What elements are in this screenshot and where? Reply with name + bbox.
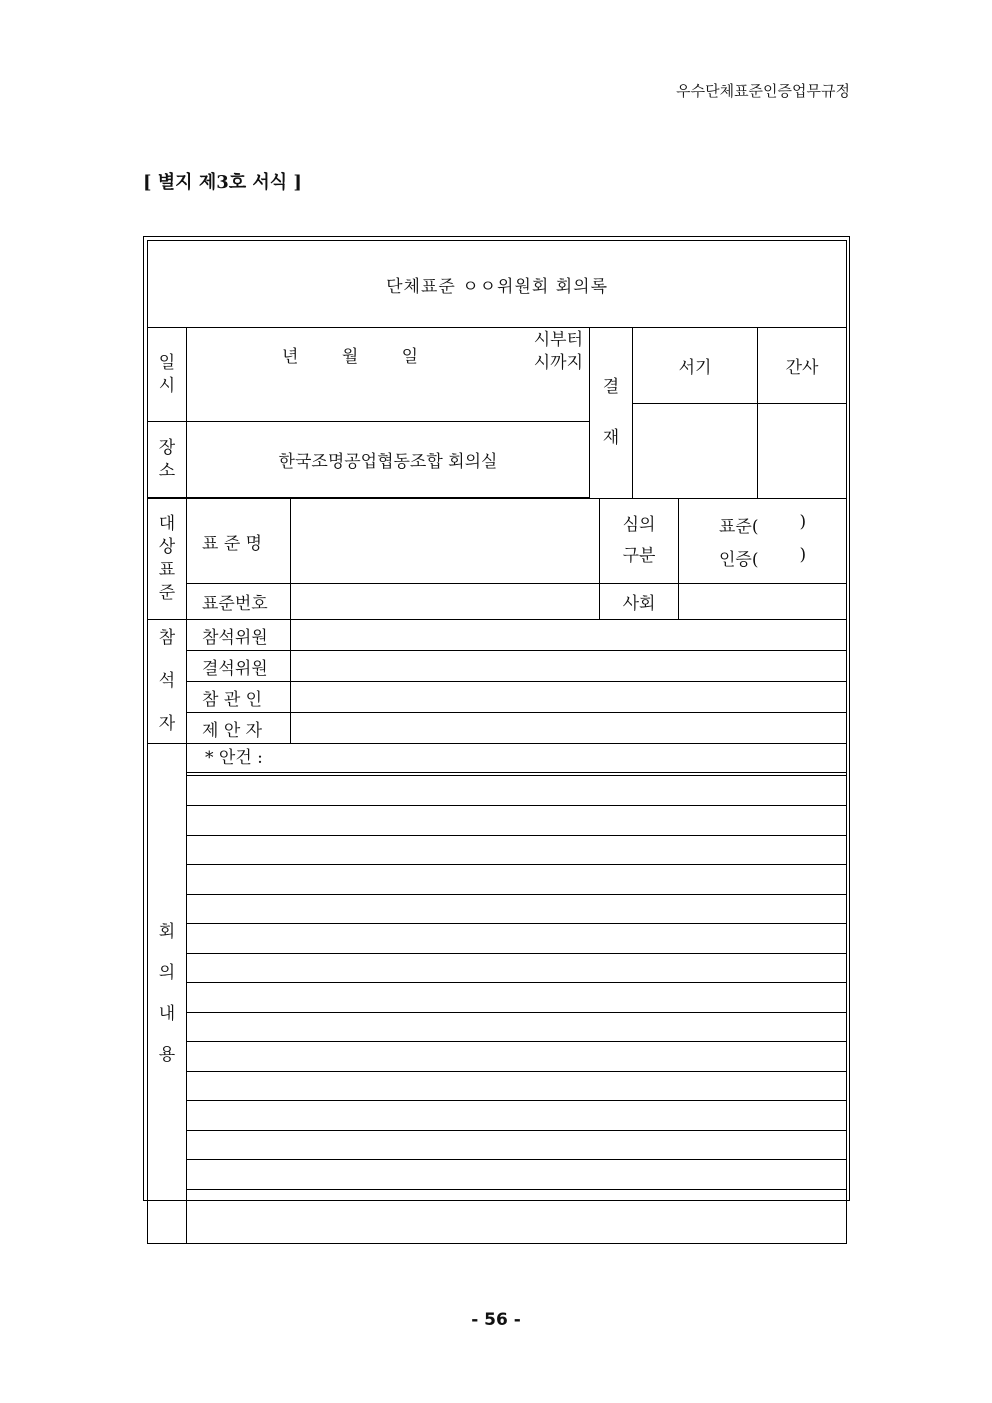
- chair-input[interactable]: [679, 584, 847, 620]
- content-line[interactable]: [187, 775, 846, 806]
- content-line[interactable]: [187, 1072, 846, 1102]
- agenda-line: * 안건 :: [187, 744, 846, 773]
- standard-number-input[interactable]: [291, 584, 600, 620]
- meeting-content-area[interactable]: [187, 744, 847, 1244]
- form-label: [ 별지 제3호 서식 ]: [143, 172, 302, 193]
- absent-members-input[interactable]: [291, 651, 847, 682]
- content-line[interactable]: [187, 1160, 846, 1190]
- content-line[interactable]: [187, 1131, 846, 1161]
- attend-members-input[interactable]: [291, 620, 847, 651]
- content-line[interactable]: [187, 1190, 846, 1220]
- proposers-label: 제 안 자: [187, 713, 291, 744]
- content-line[interactable]: [187, 983, 846, 1013]
- approver-clerk: 서기: [633, 328, 758, 404]
- approval-label: 결 재: [590, 328, 633, 499]
- approver-secretary: 간사: [758, 328, 847, 404]
- content-line[interactable]: [187, 1042, 846, 1072]
- standard-number-label: 표준번호: [187, 584, 291, 620]
- sign-secretary[interactable]: [758, 404, 847, 499]
- meeting-content-label: 회 의 내 용: [148, 744, 187, 1244]
- attend-members-label: 참석위원: [187, 620, 291, 651]
- observers-label: 참 관 인: [187, 682, 291, 713]
- date-text: 년 월 일: [282, 347, 419, 367]
- place-value[interactable]: 한국조명공업협동조합 회의실: [187, 422, 590, 498]
- review-standard-option[interactable]: 표준(: [719, 517, 759, 537]
- minutes-form: [147, 240, 847, 1244]
- content-line[interactable]: [187, 836, 846, 866]
- chair-label: 사회: [600, 584, 679, 620]
- date-field[interactable]: [187, 328, 590, 422]
- time-to-label: 시까지: [533, 353, 583, 373]
- document-header: 우수단체표준인증업무규정: [676, 82, 850, 100]
- standard-name-label: 표 준 명: [187, 499, 291, 584]
- content-line[interactable]: [187, 1101, 846, 1131]
- page-number: - 56 -: [471, 1310, 521, 1330]
- date-label: 일 시: [148, 328, 187, 422]
- content-line[interactable]: [187, 895, 846, 925]
- review-cert-option[interactable]: 인증(: [719, 550, 759, 570]
- place-label: 장 소: [148, 422, 187, 498]
- absent-members-label: 결석위원: [187, 651, 291, 682]
- target-standard-label: 대 상 표 준: [148, 499, 187, 620]
- review-type-options[interactable]: 표준( ) 인증( ): [679, 499, 847, 584]
- content-line[interactable]: [187, 865, 846, 895]
- standard-name-input[interactable]: [291, 499, 600, 584]
- sign-clerk[interactable]: [633, 404, 758, 499]
- attendees-label: 참 석 자: [148, 620, 187, 744]
- content-line[interactable]: [187, 806, 846, 836]
- time-from-label: 시부터: [533, 330, 583, 350]
- content-line[interactable]: [187, 954, 846, 984]
- observers-input[interactable]: [291, 682, 847, 713]
- content-line[interactable]: [187, 1013, 846, 1043]
- proposers-input[interactable]: [291, 713, 847, 744]
- form-title: 단체표준 ㅇㅇ위원회 회의록: [148, 241, 847, 328]
- content-line[interactable]: [187, 924, 846, 954]
- review-type-label: 심의 구분: [600, 499, 679, 584]
